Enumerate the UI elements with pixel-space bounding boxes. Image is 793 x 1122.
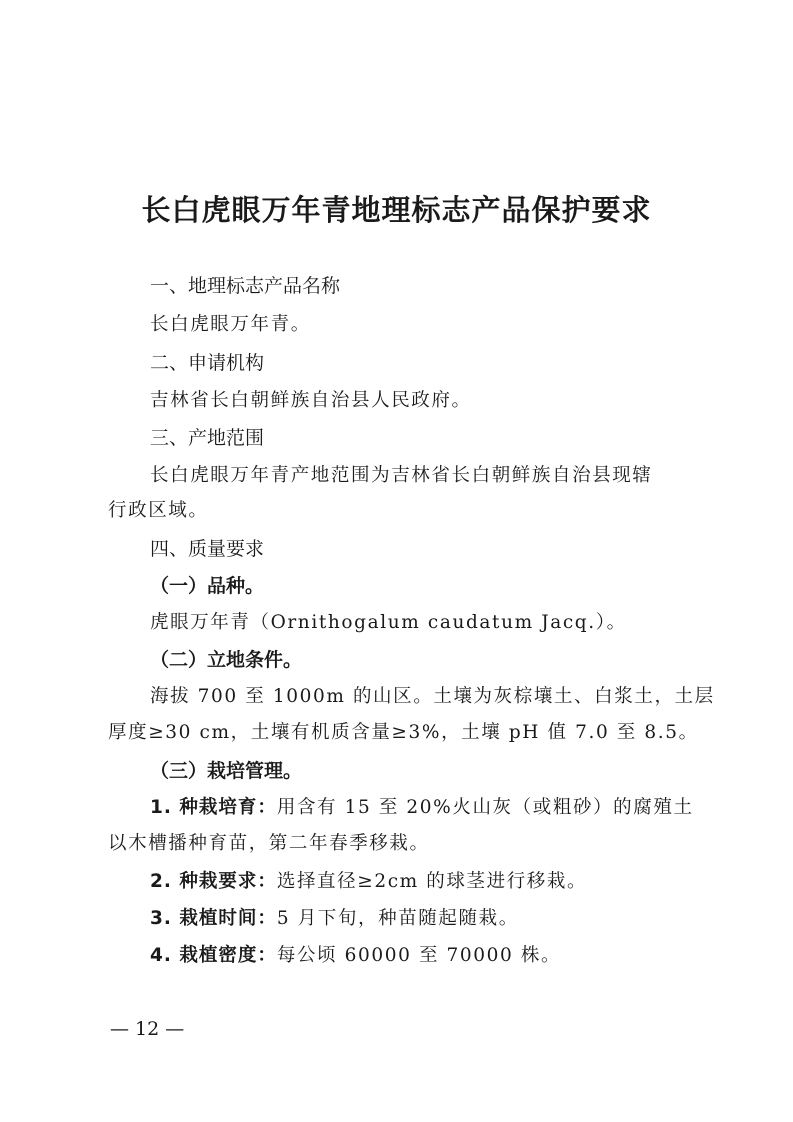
cultivation-item-text: 5 月下旬，种苗随起随栽。 bbox=[276, 908, 519, 929]
cultivation-item bbox=[150, 868, 587, 896]
subsection-heading-cultivation: （三）栽培管理。 bbox=[150, 760, 303, 782]
cultivation-item-text: 每公顷 60000 至 70000 株。 bbox=[276, 945, 562, 966]
cultivation-item-text: 用含有 15 至 20%火山灰（或粗砂）的腐殖土 bbox=[276, 797, 694, 818]
subsection-body-site-line2: 厚度≥30 cm，土壤有机质含量≥3%，土壤 pH 值 7.0 至 8.5。 bbox=[108, 722, 699, 743]
cultivation-item bbox=[150, 942, 561, 970]
section-body-origin-area-line1: 长白虎眼万年青产地范围为吉林省长白朝鲜族自治县现辖 bbox=[150, 465, 653, 486]
subsection-heading-site: （二）立地条件。 bbox=[150, 649, 303, 671]
cultivation-item-label: 3. 栽植时间： bbox=[150, 908, 277, 929]
section-heading-product-name: 一、地理标志产品名称 bbox=[150, 275, 341, 297]
document-title: 长白虎眼万年青地理标志产品保护要求 bbox=[141, 193, 652, 227]
cultivation-item-continuation: 以木槽播种育苗，第二年春季移栽。 bbox=[108, 833, 430, 854]
page-number: — 12 — bbox=[110, 1018, 185, 1040]
cultivation-item bbox=[150, 905, 519, 933]
section-body-applicant: 吉林省长白朝鲜族自治县人民政府。 bbox=[150, 390, 472, 411]
cultivation-item-text: 选择直径≥2cm 的球茎进行移栽。 bbox=[276, 871, 588, 892]
cultivation-item-label: 4. 栽植密度： bbox=[150, 945, 277, 966]
cultivation-item-label: 2. 种栽要求： bbox=[150, 871, 277, 892]
section-heading-origin-area: 三、产地范围 bbox=[150, 427, 265, 449]
subsection-heading-variety: （一）品种。 bbox=[150, 575, 265, 597]
cultivation-item-label: 1. 种栽培育： bbox=[150, 797, 277, 818]
cultivation-item bbox=[150, 794, 694, 822]
subsection-body-site-line1: 海拔 700 至 1000m 的山区。土壤为灰棕壤土、白浆土，土层 bbox=[150, 686, 715, 707]
subsection-body-variety: 虎眼万年青（Ornithogalum caudatum Jacq.）。 bbox=[150, 612, 627, 633]
section-body-product-name: 长白虎眼万年青。 bbox=[150, 314, 311, 335]
section-body-origin-area-line2: 行政区域。 bbox=[108, 500, 209, 521]
section-heading-applicant: 二、申请机构 bbox=[150, 352, 265, 374]
section-heading-quality: 四、质量要求 bbox=[150, 538, 265, 560]
